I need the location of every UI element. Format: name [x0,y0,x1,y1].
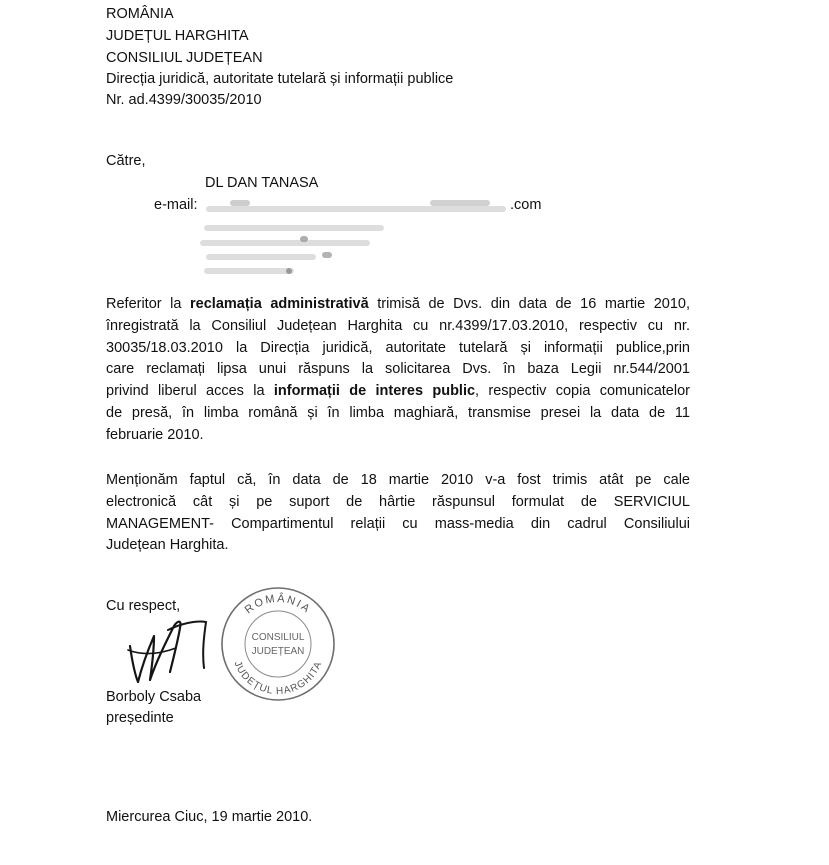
recipient-name: DL DAN TANASA [205,175,319,191]
paragraph1-line5: privind liberul acces la informații de interes public, respectiv copia comunicatelor [106,383,690,400]
header-department: Direcția juridică, autoritate tutelară și informații publice [106,71,454,87]
handwritten-signature [108,606,218,688]
stamp-outer-top-text: ROMÂNIA [242,592,314,617]
recipient-email-suffix: .com [510,197,542,213]
paragraph2-line2: electronică cât și pe suport de hârtie răspunsul formulat de SERVICIUL [106,493,690,510]
stamp-outer-bottom-text: JUDEȚUL HARGHITA [231,659,325,698]
paragraph1-line3: 30035/18.03.2010 la Direcția juridică, autoritate tutelară și informații publice,prin [106,339,690,356]
salutation: Către, [106,153,146,169]
header-reference-number: Nr. ad.4399/30035/2010 [106,92,262,108]
body-paragraph-reference [106,294,690,447]
emphasis-informatii: informații de interes public [273,383,476,400]
recipient-email-label: e-mail: [154,197,198,213]
official-stamp [218,584,338,704]
header-county: JUDEȚUL HARGHITA [106,28,249,44]
emphasis-reclamatia: reclamația administrativă [190,296,369,312]
signatory-title: președinte [106,710,174,726]
paragraph1-line2: înregistrată la Consiliul Județean Harghita cu nr.4399/17.03.2010, respectiv cu nr. [106,317,690,334]
stamp-inner-line2: JUDEȚEAN [251,646,305,657]
paragraph1-line1: Referitor la reclamația administrativă trimisă de Dvs. din data de 16 martie 2010, [106,296,690,312]
svg-text:ROMÂNIA [243,592,313,616]
paragraph2-line4: Județean Harghita. [106,537,229,554]
header-council: CONSILIUL JUDEȚEAN [106,50,263,66]
stamp-inner-line1: CONSILIUL [251,632,305,643]
paragraph1-line6: de presă, în limba română și în limba maghiară, transmise presei la data de 11 [106,404,690,421]
header-country: ROMÂNIA [106,6,174,22]
place-and-date: Miercurea Ciuc, 19 martie 2010. [106,809,313,825]
body-paragraph-mention [106,470,690,557]
svg-text:JUDEȚUL HARGHITA [232,660,325,698]
signatory-name: Borboly Csaba [106,689,202,705]
paragraph1-line7: februarie 2010. [106,426,204,443]
paragraph2-line3: MANAGEMENT- Compartimentul relații cu mass-media din cadrul Consiliului [106,515,690,532]
paragraph1-line4: care reclamați lipsa unui răspuns la solicitarea Dvs. în baza Legii nr.544/2001 [106,361,690,378]
closing-greeting: Cu respect, [106,598,181,614]
paragraph2-line1: Menționăm faptul că, în data de 18 martie 2010 v-a fost trimis atât pe cale [106,472,690,488]
